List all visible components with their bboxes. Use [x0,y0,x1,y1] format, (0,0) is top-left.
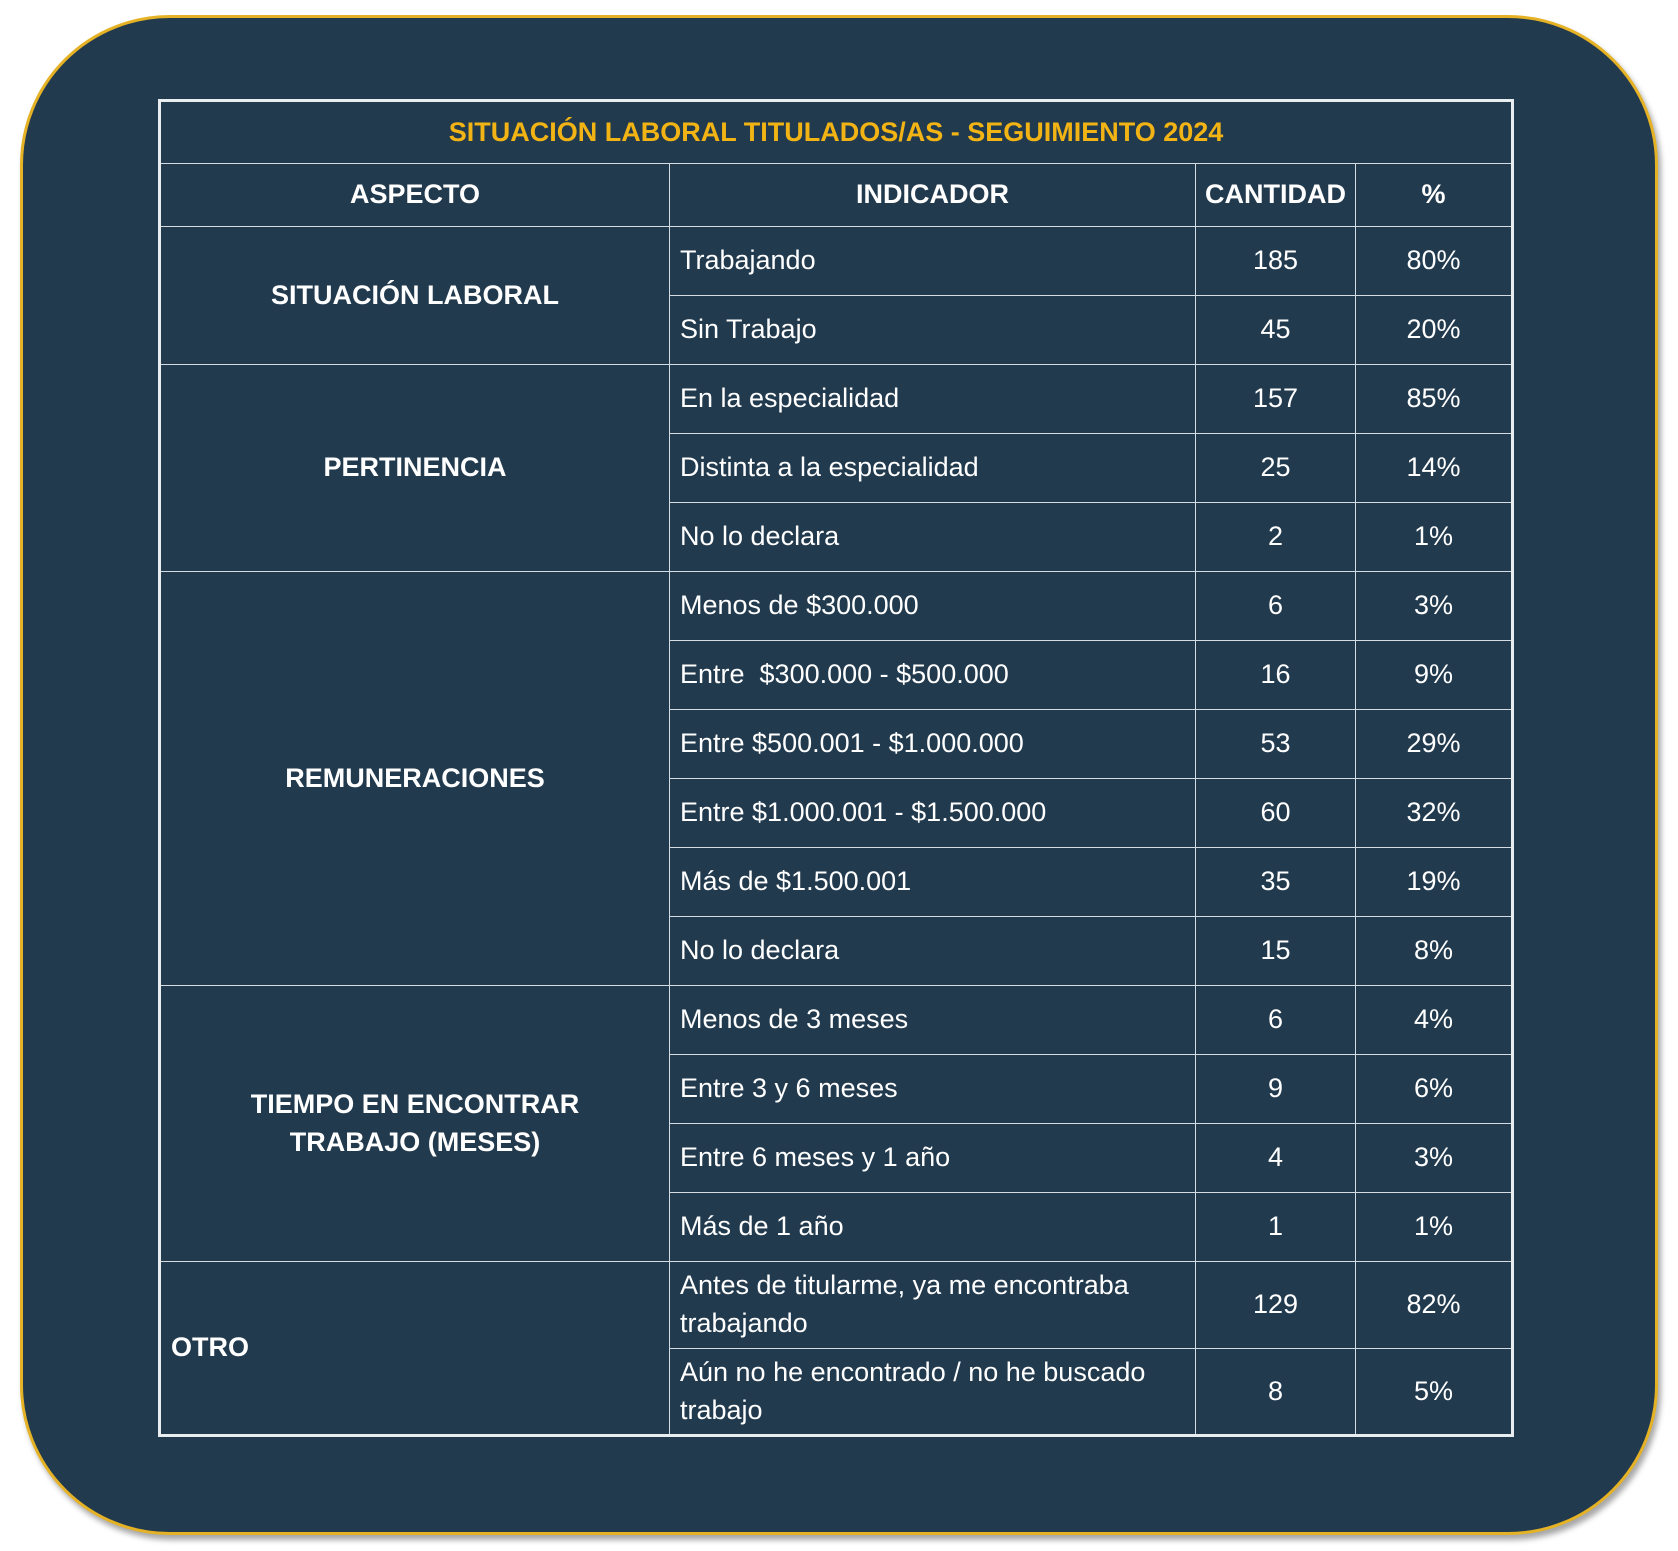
quantity-cell: 60 [1196,779,1356,848]
indicator-cell: Menos de 3 meses [670,986,1196,1055]
quantity-cell: 53 [1196,710,1356,779]
aspect-tiempo-encontrar-trabajo: TIEMPO EN ENCONTRAR TRABAJO (MESES) [160,986,670,1262]
header-porcentaje: % [1356,164,1513,227]
quantity-cell: 25 [1196,434,1356,503]
header-indicador: INDICADOR [670,164,1196,227]
indicator-cell: Más de 1 año [670,1193,1196,1262]
aspect-situacion-laboral: SITUACIÓN LABORAL [160,227,670,365]
percent-cell: 20% [1356,296,1513,365]
table-row [160,1262,1513,1349]
header-cantidad: CANTIDAD [1196,164,1356,227]
quantity-cell: 1 [1196,1193,1356,1262]
indicator-cell: No lo declara [670,503,1196,572]
quantity-cell: 6 [1196,572,1356,641]
table-row [160,227,1513,296]
employment-table [158,99,1514,1437]
percent-cell: 29% [1356,710,1513,779]
header-aspecto: ASPECTO [160,164,670,227]
percent-cell: 4% [1356,986,1513,1055]
indicator-cell: Más de $1.500.001 [670,848,1196,917]
indicator-cell: Distinta a la especialidad [670,434,1196,503]
table-row [160,572,1513,641]
indicator-cell: Entre $300.000 - $500.000 [670,641,1196,710]
indicator-cell: Entre 3 y 6 meses [670,1055,1196,1124]
aspect-pertinencia: PERTINENCIA [160,365,670,572]
percent-cell: 1% [1356,1193,1513,1262]
aspect-remuneraciones: REMUNERACIONES [160,572,670,986]
quantity-cell: 2 [1196,503,1356,572]
indicator-cell: Sin Trabajo [670,296,1196,365]
percent-cell: 5% [1356,1349,1513,1436]
quantity-cell: 6 [1196,986,1356,1055]
table-title: SITUACIÓN LABORAL TITULADOS/AS - SEGUIMIENTO 2024 [160,101,1513,164]
header-row [160,164,1513,227]
percent-cell: 3% [1356,572,1513,641]
indicator-cell: En la especialidad [670,365,1196,434]
percent-cell: 8% [1356,917,1513,986]
quantity-cell: 45 [1196,296,1356,365]
quantity-cell: 9 [1196,1055,1356,1124]
percent-cell: 80% [1356,227,1513,296]
percent-cell: 3% [1356,1124,1513,1193]
indicator-cell: Aún no he encontrado / no he buscado trabajo [670,1349,1196,1436]
quantity-cell: 185 [1196,227,1356,296]
quantity-cell: 157 [1196,365,1356,434]
quantity-cell: 4 [1196,1124,1356,1193]
percent-cell: 1% [1356,503,1513,572]
percent-cell: 32% [1356,779,1513,848]
percent-cell: 19% [1356,848,1513,917]
indicator-cell: Trabajando [670,227,1196,296]
indicator-cell: Antes de titularme, ya me encontraba trabajando [670,1262,1196,1349]
percent-cell: 82% [1356,1262,1513,1349]
table-row [160,365,1513,434]
percent-cell: 6% [1356,1055,1513,1124]
percent-cell: 14% [1356,434,1513,503]
quantity-cell: 129 [1196,1262,1356,1349]
percent-cell: 85% [1356,365,1513,434]
table-row [160,986,1513,1055]
quantity-cell: 35 [1196,848,1356,917]
indicator-cell: Entre $500.001 - $1.000.000 [670,710,1196,779]
indicator-cell: Entre 6 meses y 1 año [670,1124,1196,1193]
quantity-cell: 8 [1196,1349,1356,1436]
quantity-cell: 16 [1196,641,1356,710]
indicator-cell: Menos de $300.000 [670,572,1196,641]
indicator-cell: Entre $1.000.001 - $1.500.000 [670,779,1196,848]
indicator-cell: No lo declara [670,917,1196,986]
aspect-otro: OTRO [160,1262,670,1436]
percent-cell: 9% [1356,641,1513,710]
quantity-cell: 15 [1196,917,1356,986]
